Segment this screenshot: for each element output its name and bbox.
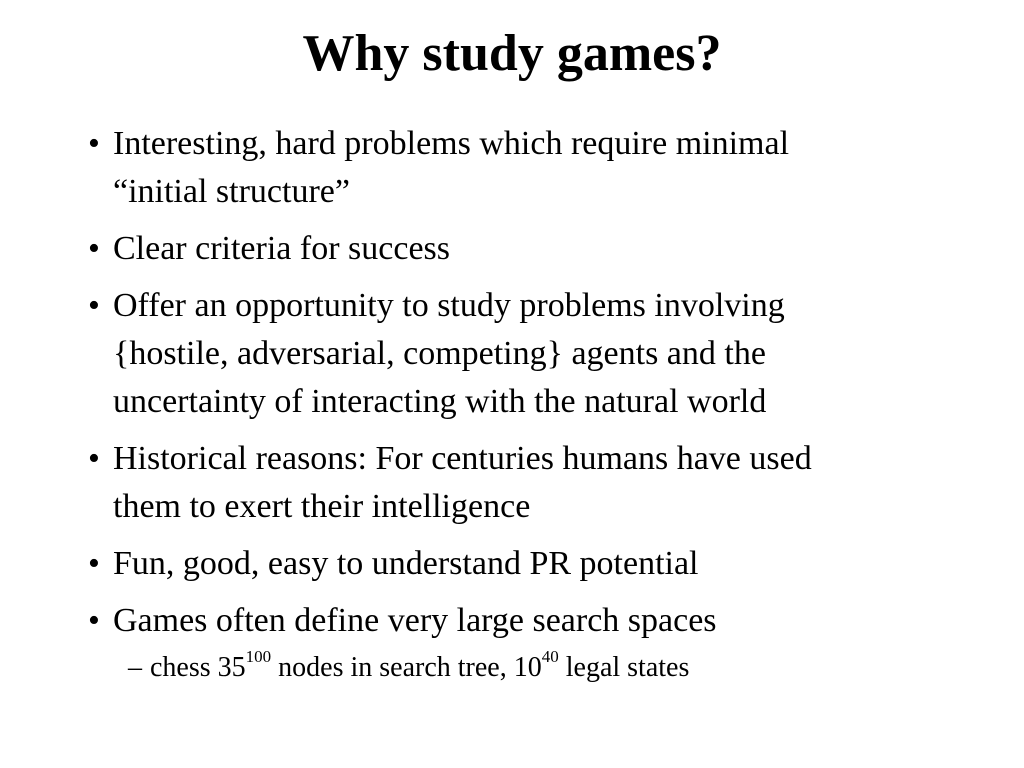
bullet-marker: • [88,125,100,162]
bullet-marker: • [88,545,100,582]
bullet-text-line: Interesting, hard problems which require minimal [113,125,790,162]
bullet-text-line: uncertainty of interacting with the natural world [113,383,767,420]
bullet-marker: • [88,230,100,267]
bullet-item [88,120,988,216]
bullet-marker: • [88,287,100,324]
sub-bullet-item [128,648,988,688]
bullet-item [88,225,988,273]
bullet-text-line: Fun, good, easy to understand PR potential [113,545,699,582]
bullet-item [88,282,988,426]
bullet-item [88,540,988,588]
superscript: 40 [541,646,559,666]
sub-bullet-text: chess 35 [150,652,246,683]
slide-title: Why study games? [302,25,722,82]
bullet-marker: • [88,602,100,639]
sub-bullet-text: legal states [558,652,690,683]
bullet-text-line: {hostile, adversarial, competing} agents and the [113,335,766,372]
superscript: 100 [245,646,272,666]
bullet-text-line: Offer an opportunity to study problems involving [113,287,785,324]
bullet-text-line: Clear criteria for success [113,230,450,267]
bullet-text-line: them to exert their intelligence [113,488,531,525]
sub-bullet-marker: – [128,652,142,683]
bullet-item [88,435,988,531]
bullet-text-line: Games often define very large search spaces [113,602,717,639]
bullet-text-line: “initial structure” [113,173,350,210]
bullet-list [88,120,988,688]
bullet-marker: • [88,440,100,477]
sub-bullet-text: nodes in search tree, 10 [271,652,542,683]
bullet-item [88,597,988,645]
bullet-text-line: Historical reasons: For centuries humans have used [113,440,812,477]
